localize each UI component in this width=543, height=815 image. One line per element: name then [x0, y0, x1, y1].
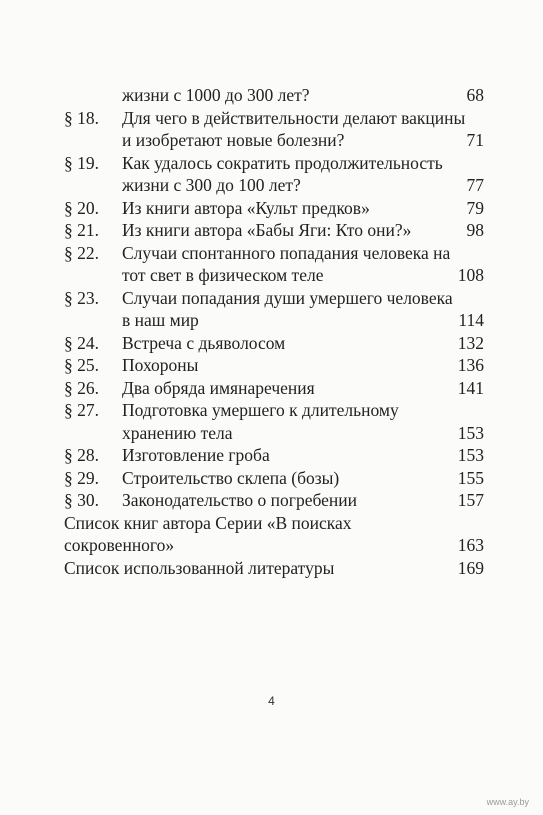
toc-entry-text: Похороны: [122, 355, 199, 375]
toc-line: [64, 444, 484, 466]
toc-line: [64, 332, 484, 354]
toc-section-number: § 27.: [64, 400, 99, 420]
toc-line: [64, 557, 484, 579]
toc-line: [64, 467, 484, 489]
toc-line: [64, 377, 484, 399]
toc-entry-text: Строительство склепа (бозы): [122, 467, 340, 488]
toc-line: [64, 84, 484, 106]
toc-entry-text: Встреча с дьяволосом: [122, 332, 286, 353]
toc-entry-text: Из книги автора «Бабы Яги: Кто они?»: [122, 220, 412, 240]
toc-entry-text: тот свет в физическом теле: [122, 265, 324, 285]
toc-page-number: 141: [457, 377, 484, 398]
toc-page-number: 108: [457, 265, 484, 285]
toc-entry-text: Законодательство о погребении: [122, 490, 358, 510]
toc-page-number: 114: [458, 310, 484, 330]
toc-line: [64, 107, 484, 129]
toc-section-number: § 24.: [64, 332, 99, 353]
watermark: www.ay.by: [486, 797, 529, 807]
toc-section-number: § 18.: [64, 107, 99, 128]
toc-line: [64, 174, 484, 196]
toc-line: [64, 242, 484, 264]
toc-page-number: 169: [457, 557, 484, 578]
toc-section-number: § 23.: [64, 287, 99, 308]
toc-page-number: 157: [457, 490, 484, 510]
toc-page-number: 79: [466, 197, 484, 218]
toc-section-number: § 21.: [64, 220, 99, 240]
toc-entry-text: Список книг автора Серии «В поисках: [64, 512, 352, 533]
toc-entry-text: сокровенного»: [64, 535, 175, 555]
toc-line: [64, 489, 484, 511]
toc-entry-text: Для чего в действительности делают вакцины: [122, 107, 466, 128]
toc-section-number: § 26.: [64, 377, 99, 398]
toc-entry-text: Два обряда имянаречения: [122, 377, 315, 398]
toc-section-number: § 25.: [64, 355, 99, 375]
toc-section-number: § 29.: [64, 467, 99, 488]
page-number: 4: [268, 694, 275, 708]
toc-page-number: 155: [457, 467, 484, 488]
toc-page-number: 153: [457, 422, 484, 443]
toc-page-number: 77: [466, 175, 484, 195]
toc-line: [64, 309, 484, 331]
toc-line: [64, 219, 484, 241]
toc-section-number: § 22.: [64, 242, 99, 263]
toc-entry-text: Случаи спонтанного попадания человека на: [122, 242, 451, 263]
toc-section-number: § 28.: [64, 445, 99, 465]
toc-line: [64, 129, 484, 151]
toc-section-number: § 30.: [64, 490, 99, 510]
toc-line: [64, 534, 484, 556]
toc-page-number: 98: [466, 220, 484, 240]
toc-page-number: 163: [457, 535, 484, 555]
toc-entry-text: и изобретают новые болезни?: [122, 130, 345, 150]
toc-entry-text: Список использованной литературы: [64, 557, 335, 578]
toc-line: [64, 399, 484, 421]
toc-line: [64, 422, 484, 444]
toc-line: [64, 264, 484, 286]
toc-section-number: § 19.: [64, 152, 99, 173]
toc-entry-text: Подготовка умершего к длительному: [122, 400, 399, 420]
toc-page-number: 153: [457, 445, 484, 465]
toc-entry-text: Как удалось сократить продолжительность: [122, 152, 443, 173]
toc-entry-text: жизни с 1000 до 300 лет?: [122, 85, 310, 105]
toc-line: [64, 287, 484, 309]
toc-entry-text: Изготовление гроба: [122, 445, 270, 465]
toc-entry-text: Из книги автора «Культ предков»: [122, 197, 370, 218]
toc-page-number: 68: [466, 85, 484, 105]
toc-line: [64, 354, 484, 376]
toc-section-number: § 20.: [64, 197, 99, 218]
toc-entry-text: Случаи попадания души умершего человека: [122, 287, 453, 308]
toc-line: [64, 197, 484, 219]
toc-entry-text: хранению тела: [122, 422, 233, 443]
toc-entry-text: в наш мир: [122, 310, 199, 330]
toc-line: [64, 152, 484, 174]
toc-line: [64, 512, 484, 534]
toc-entry-text: жизни с 300 до 100 лет?: [122, 175, 301, 195]
toc-page-number: 136: [457, 355, 484, 375]
toc-page-number: 132: [457, 332, 484, 353]
toc-page-number: 71: [466, 130, 484, 150]
